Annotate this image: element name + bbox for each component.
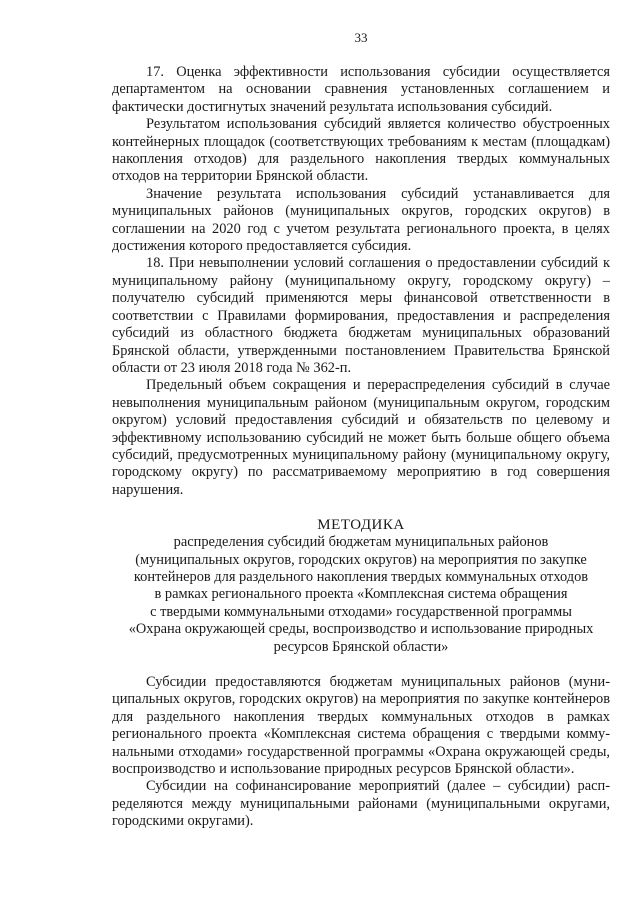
paragraph-subsidies-distributed: Субсидии на софинансирование мероприятий (далее – субсидии) распределяются между муниципальными районами (муниципальными округами, городскими округами). (112, 778, 610, 830)
paragraph-reduction-limit: Предельный объем сокращения и перераспределения субсидий в случае невыполнения муниципальным районом (муниципальным округом, городским округом) условий предоставления субсидий и обязательств по целевому и эффективному использованию субсидий не может быть больше общего объема субсидий, предусмотренных муниципальному району (муниципальному округу, городскому округу) по рассматриваемому мероприятию в год совершения нарушения. (112, 377, 610, 498)
method-subtitle-line: контейнеров для раздельного накопления твердых коммунальных отходов (133, 568, 589, 585)
method-subtitle-line: распределения субсидий бюджетам муниципальных районов (173, 534, 549, 551)
paragraph-17-evaluation: 17. Оценка эффективности использования субсидии осуществляется департаментом на основании сравнения установленных соглашением и фактически достигнутых значений результата использования субсидий. (112, 64, 610, 115)
method-subtitle-line: (муниципальных округов, городских округов) на мероприятия по закупке (135, 551, 587, 568)
method-subtitle-line: в рамках регионального проекта «Комплексная система обращения (154, 586, 568, 603)
method-subtitle-line: с твердыми коммунальными отходами» государственной программы (150, 603, 572, 620)
method-subtitle-line: «Охрана окружающей среды, воспроизводство и использование природных (128, 621, 594, 638)
paragraph-18-liability: 18. При невыполнении условий соглашения о предоставлении субсидий к муниципальному району (муниципальному округу, городскому округу) – получателю субсидий применяются меры финансовой ответственности в соответствии с Правилами формирования, предоставления и распределения субсидий из областного бюджета бюджетам муниципальных образований Брянской области, утвержденными постановлением Правительства Брянской области от 23 июля 2018 года № 362-п. (112, 255, 610, 376)
paragraph-result-value: Значение результата использования субсидий устанавливается для муниципальных районов (муниципальных округов, городских округов) в соглашении на 2020 год с учетом результата регионального проекта, в целях достижения которого предоставляется субсидия. (112, 185, 610, 255)
method-title: МЕТОДИКА (317, 517, 405, 534)
page-number: 33 (354, 30, 368, 45)
method-subtitle-line: ресурсов Брянской области» (273, 638, 449, 655)
method-subtitle (112, 534, 610, 656)
paragraph-result: Результатом использования субсидий является количество обустроенных контейнерных площадок (соответствующих требованиям к местам (площадкам) накопления отходов) для раздельного накопления твердых коммунальных отходов на территории Брянской области. (112, 116, 610, 185)
section-top (112, 64, 610, 499)
paragraph-subsidies-provided: Субсидии предоставляются бюджетам муниципальных районов (муниципальных округов, городских округов) на мероприятия по закупке контейнеров для раздельного накопления твердых коммунальных отходов в рамках регионального проекта «Комплексная система обращения с твердыми коммунальными отходами» государственной программы «Охрана окружающей среды, воспроизводство и использование природных ресурсов Брянской области». (112, 674, 610, 778)
document-page (112, 30, 610, 831)
section-bottom (112, 674, 610, 831)
